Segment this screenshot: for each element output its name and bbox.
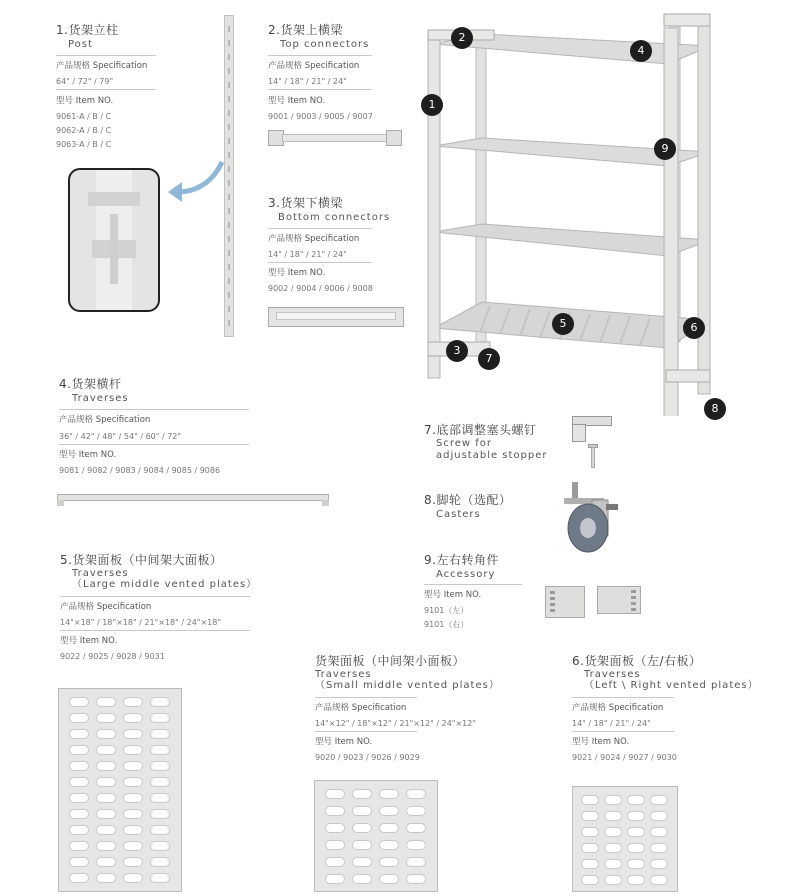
vent-slot — [627, 875, 645, 885]
callout-badge-3: 3 — [446, 340, 468, 362]
top-connectors-title: 2.货架上横梁 — [268, 23, 343, 37]
traverses-spec-label: 产品规格 Specification — [59, 415, 151, 425]
post-item-value: 9063-A / B / C — [56, 140, 112, 149]
vent-slot — [69, 713, 89, 723]
vent-slot — [650, 859, 668, 869]
stopper-subtitle: Screw for — [436, 438, 492, 449]
vent-slot — [352, 823, 372, 833]
vent-slot — [581, 827, 599, 837]
accessory-item-value: 9101（右） — [424, 620, 469, 629]
large-vented-plate-image — [58, 688, 182, 892]
vent-slot — [123, 713, 143, 723]
vent-slot — [406, 840, 426, 850]
vent-slot — [581, 859, 599, 869]
post-item-value: 9061-A / B / C — [56, 112, 112, 121]
vent-slot — [123, 793, 143, 803]
stopper-subtitle: adjustable stopper — [436, 450, 548, 461]
vent-slot — [604, 843, 622, 853]
vent-slot — [406, 857, 426, 867]
post-spec-value: 64" / 72" / 79" — [56, 77, 114, 86]
callout-badge-7: 7 — [478, 348, 500, 370]
large-plates-spec-label: 产品规格 Specification — [60, 602, 152, 612]
vent-slot — [650, 843, 668, 853]
vent-slot — [123, 857, 143, 867]
vent-slot — [325, 806, 345, 816]
vent-slot — [150, 873, 170, 883]
vent-slot — [96, 777, 116, 787]
bottom-connectors-title: 3.货架下横梁 — [268, 196, 343, 210]
top-connector-image — [268, 130, 402, 146]
vent-slot — [627, 795, 645, 805]
bottom-connectors-item-label: 型号 Item NO. — [268, 268, 326, 278]
vent-slot — [352, 840, 372, 850]
divider — [268, 228, 372, 229]
small-plates-item-label: 型号 Item NO. — [315, 737, 373, 747]
bottom-connector-image — [268, 307, 404, 327]
traverses-subtitle: Traverses — [72, 393, 129, 404]
bottom-connectors-item-value: 9002 / 9004 / 9006 / 9008 — [268, 284, 373, 293]
vent-slot — [325, 857, 345, 867]
small-plates-spec-label: 产品规格 Specification — [315, 703, 407, 713]
corner-piece-left-image — [545, 586, 585, 618]
vent-slot — [352, 857, 372, 867]
vent-slot — [650, 827, 668, 837]
divider — [424, 584, 522, 585]
vent-slot — [123, 729, 143, 739]
stopper-title: 7.底部调整塞头螺钉 — [424, 423, 537, 437]
divider — [315, 731, 417, 732]
vent-slot — [150, 745, 170, 755]
post-subtitle: Post — [68, 39, 93, 50]
vent-slot — [406, 823, 426, 833]
casters-title: 8.脚轮（选配） — [424, 493, 512, 507]
vent-slot — [69, 697, 89, 707]
callout-badge-4: 4 — [630, 40, 652, 62]
side-plates-subtitle: （Left \ Right vented plates） — [584, 680, 759, 691]
top-connectors-spec-label: 产品规格 Specification — [268, 61, 360, 71]
vent-slot — [379, 857, 399, 867]
vent-slot — [150, 793, 170, 803]
side-plates-item-value: 9021 / 9024 / 9027 / 9030 — [572, 753, 677, 762]
traverses-item-label: 型号 Item NO. — [59, 450, 117, 460]
post-image — [224, 15, 234, 337]
divider — [572, 731, 674, 732]
side-plates-item-label: 型号 Item NO. — [572, 737, 630, 747]
divider — [59, 409, 249, 410]
vent-slot — [352, 806, 372, 816]
vent-slot — [150, 713, 170, 723]
vent-slot — [581, 795, 599, 805]
arrow-icon — [164, 158, 226, 202]
vent-slot — [150, 729, 170, 739]
top-connectors-spec-value: 14" / 18" / 21" / 24" — [268, 77, 347, 86]
divider — [268, 89, 372, 90]
vent-slot — [627, 811, 645, 821]
traverse-bar-image — [57, 494, 329, 506]
vent-slot — [69, 841, 89, 851]
vent-slot — [123, 697, 143, 707]
vent-slot — [150, 841, 170, 851]
vent-slot — [150, 777, 170, 787]
post-detail-zoom — [68, 168, 160, 312]
large-plates-spec-value: 14"×18" / 18"×18" / 21"×18" / 24"×18" — [60, 618, 222, 627]
traverses-title: 4.货架横杆 — [59, 377, 122, 391]
vent-slot — [96, 809, 116, 819]
small-plates-subtitle: Traverses — [315, 669, 372, 680]
vent-slot — [123, 809, 143, 819]
vent-slot — [604, 827, 622, 837]
vent-slot — [96, 841, 116, 851]
caster-image — [562, 482, 624, 556]
callout-badge-1: 1 — [421, 94, 443, 116]
vent-slot — [96, 697, 116, 707]
side-plates-spec-value: 14" / 18" / 21" / 24" — [572, 719, 651, 728]
traverses-item-value: 9081 / 9082 / 9083 / 9084 / 9085 / 9086 — [59, 466, 221, 475]
vent-slot — [69, 825, 89, 835]
divider — [315, 697, 417, 698]
top-connectors-subtitle: Top connectors — [280, 39, 370, 50]
corner-piece-right-image — [597, 586, 641, 614]
small-plates-title: 货架面板（中间架小面板） — [315, 654, 466, 668]
vent-slot — [627, 827, 645, 837]
vent-slot — [379, 840, 399, 850]
accessory-item-value: 9101（左） — [424, 606, 469, 615]
post-item-value: 9062-A / B / C — [56, 126, 112, 135]
vent-slot — [406, 789, 426, 799]
post-title: 1.货架立柱 — [56, 23, 119, 37]
vent-slot — [69, 809, 89, 819]
side-plates-title: 6.货架面板（左/右板） — [572, 654, 702, 668]
large-plates-subtitle: Traverses — [72, 568, 129, 579]
vent-slot — [96, 745, 116, 755]
vent-slot — [604, 859, 622, 869]
vent-slot — [123, 761, 143, 771]
vent-slot — [379, 789, 399, 799]
accessory-item-label: 型号 Item NO. — [424, 590, 482, 600]
divider — [56, 55, 156, 56]
vent-slot — [650, 875, 668, 885]
vent-slot — [150, 825, 170, 835]
vent-slot — [69, 873, 89, 883]
vent-slot — [69, 729, 89, 739]
large-plates-subtitle: （Large middle vented plates） — [72, 579, 258, 590]
vent-slot — [150, 857, 170, 867]
vent-slot — [604, 811, 622, 821]
vent-slot — [379, 874, 399, 884]
vent-slot — [150, 761, 170, 771]
callout-badge-9: 9 — [654, 138, 676, 160]
vent-slot — [123, 825, 143, 835]
post-spec-label: 产品规格 Specification — [56, 61, 148, 71]
vent-slot — [604, 875, 622, 885]
vent-slot — [96, 857, 116, 867]
vent-slot — [406, 806, 426, 816]
vent-slot — [627, 843, 645, 853]
vent-slot — [379, 823, 399, 833]
divider — [60, 630, 250, 631]
callout-badge-6: 6 — [683, 317, 705, 339]
top-connectors-item-value: 9001 / 9003 / 9005 / 9007 — [268, 112, 373, 121]
side-vented-plate-image — [572, 786, 678, 892]
stopper-image — [572, 416, 612, 468]
vent-slot — [96, 873, 116, 883]
accessory-subtitle: Accessory — [436, 569, 496, 580]
large-plates-item-label: 型号 Item NO. — [60, 636, 118, 646]
vent-slot — [69, 761, 89, 771]
vent-slot — [69, 793, 89, 803]
divider — [59, 444, 249, 445]
vent-slot — [650, 811, 668, 821]
divider — [268, 262, 372, 263]
traverses-spec-value: 36" / 42" / 48" / 54" / 60" / 72" — [59, 432, 182, 441]
vent-slot — [123, 873, 143, 883]
vent-slot — [406, 874, 426, 884]
vent-slot — [581, 811, 599, 821]
vent-slot — [604, 795, 622, 805]
accessory-title: 9.左右转角件 — [424, 553, 499, 567]
small-plates-item-value: 9020 / 9023 / 9026 / 9029 — [315, 753, 420, 762]
vent-slot — [581, 843, 599, 853]
vent-slot — [69, 857, 89, 867]
vent-slot — [96, 713, 116, 723]
vent-slot — [325, 789, 345, 799]
vent-slot — [325, 874, 345, 884]
divider — [56, 89, 156, 90]
vent-slot — [96, 793, 116, 803]
top-connectors-item-label: 型号 Item NO. — [268, 96, 326, 106]
vent-slot — [352, 789, 372, 799]
callout-badge-2: 2 — [451, 27, 473, 49]
vent-slot — [123, 777, 143, 787]
vent-slot — [627, 859, 645, 869]
bottom-connectors-spec-value: 14" / 18" / 21" / 24" — [268, 250, 347, 259]
small-plates-spec-value: 14"×12" / 18"×12" / 21"×12" / 24"×12" — [315, 719, 477, 728]
vent-slot — [325, 823, 345, 833]
large-plates-title: 5.货架面板（中间架大面板） — [60, 553, 223, 567]
vent-slot — [123, 841, 143, 851]
vent-slot — [150, 697, 170, 707]
vent-slot — [69, 745, 89, 755]
vent-slot — [352, 874, 372, 884]
divider — [60, 596, 250, 597]
side-plates-subtitle: Traverses — [584, 669, 641, 680]
divider — [572, 697, 674, 698]
vent-slot — [96, 761, 116, 771]
small-plates-subtitle: （Small middle vented plates） — [315, 680, 500, 691]
vent-slot — [650, 795, 668, 805]
vent-slot — [123, 745, 143, 755]
callout-badge-8: 8 — [704, 398, 726, 420]
vent-slot — [581, 875, 599, 885]
post-item-label: 型号 Item NO. — [56, 96, 114, 106]
vent-slot — [150, 809, 170, 819]
bottom-connectors-spec-label: 产品规格 Specification — [268, 234, 360, 244]
casters-subtitle: Casters — [436, 509, 481, 520]
vent-slot — [96, 825, 116, 835]
side-plates-spec-label: 产品规格 Specification — [572, 703, 664, 713]
bottom-connectors-subtitle: Bottom connectors — [278, 212, 391, 223]
vent-slot — [379, 806, 399, 816]
small-vented-plate-image — [314, 780, 438, 892]
divider — [268, 55, 372, 56]
large-plates-item-value: 9022 / 9025 / 9028 / 9031 — [60, 652, 165, 661]
vent-slot — [96, 729, 116, 739]
callout-badge-5: 5 — [552, 313, 574, 335]
vent-slot — [69, 777, 89, 787]
vent-slot — [325, 840, 345, 850]
